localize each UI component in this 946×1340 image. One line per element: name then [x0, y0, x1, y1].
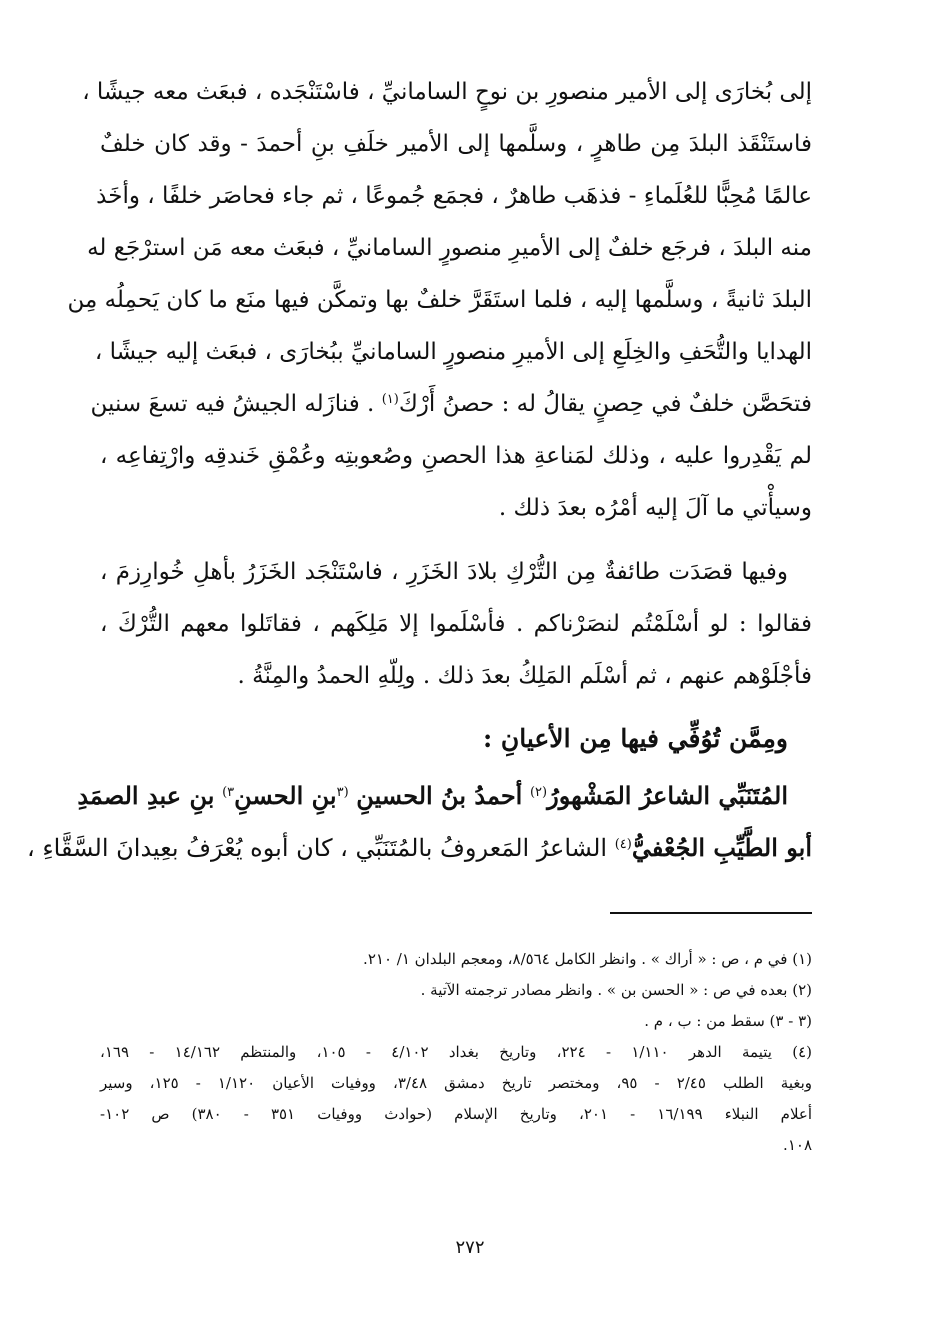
text-line: فأجْلَوْهم عنهم ، ثم أسْلَم المَلِكُ بعدَ ذلك . ولِلّهِ الحمدُ والمِنَّةُ . [237, 663, 812, 689]
text-line-with-footnote [90, 378, 812, 430]
page-number: ٢٧٢ [455, 1237, 485, 1258]
biography-line-2 [27, 822, 812, 874]
text-segment: فتحَصَّن خلفٌ في حِصنٍ يقالُ له : حصنُ أَرْكَ [398, 391, 812, 417]
paragraph-1 [67, 66, 812, 534]
footnote-ref-2: (٢) [529, 785, 548, 800]
biography-line-1 [77, 770, 812, 822]
footnote-4-line: (٤) يتيمة الدهر ١/١١٠ - ٢٢٤، وتاريخ بغداد ٤/١٠٢ - ١٠٥، والمنتظم ١٤/١٦٢ - ١٦٩، [100, 1043, 812, 1061]
text-line: البلدَ ثانيةً ، وسلَّمها إليه ، فلما استَقَرَّ خلفٌ بها وتمكَّن فيها منَع ما كان يَحمِلُه مِن [67, 287, 812, 313]
text-segment: . فنازَله الجيشُ فيه تسعَ سنين [90, 391, 375, 417]
biography-name: أحمدُ بنُ الحسينِ [356, 781, 523, 810]
text-line: لم يَقْدِروا عليه ، وذلك لمَناعةِ هذا الحصنِ وصُعوبتِه وعُمْقِ خَندقِه وارْتِفاعِه ، [100, 443, 812, 469]
text-line: إلى بُخارَى إلى الأمير منصورِ بن نوحٍ السامانيِّ ، فاسْتَنْجَده ، فبعَث معه جيشًا ، [82, 79, 812, 105]
text-line: فاستَنْقَذ البلدَ مِن طاهرٍ ، وسلَّمها إلى الأمير خلَفِ بنِ أحمدَ - وقد كان خلفٌ [100, 131, 812, 157]
text-line: فقالوا : لو أسْلَمْتُم لنصَرْناكم . فأسْلَموا إلا مَلِكَهم ، فقاتَلوا معهم التُّرْكَ ، [100, 611, 812, 637]
footnotes [100, 944, 812, 1161]
footnote-2: (٢) بعده في ص : « الحسن بن » . وانظر مصادر ترجمته الآتية . [420, 981, 812, 999]
footnote-separator [610, 912, 812, 914]
footnote-ref-4: (٤) [614, 837, 632, 852]
footnote-4-line: ١٠٨. [783, 1136, 812, 1154]
biography-name: المُتَنَبِّي الشاعرُ المَشْهورُ [547, 781, 788, 810]
text-segment: الشاعرُ المَعروفُ بالمُتَنَبِّي ، كان أبوه يُعْرَفُ بعِيدانَ السَّقَّاءِ ، [27, 834, 608, 862]
text-line: منه البلدَ ، فرجَع خلفٌ إلى الأميرِ منصورٍ السامانيِّ ، فبعَث معه مَن استرْجَع له [87, 235, 812, 261]
footnote-ref-3-close: ٣) [222, 785, 235, 800]
paragraph-2 [100, 546, 812, 702]
biography-kunya: أبو الطَّيِّبِ الجُعْفيُّ [631, 833, 812, 862]
footnote-3: (٣ - ٣) سقط من : ب ، م . [644, 1012, 812, 1030]
footnote-4-line: وبغية الطلب ٢/٤٥ - ٩٥، ومختصر تاريخ دمشق ٣/٤٨، ووفيات الأعيان ١/١٢٠ - ١٢٥، وسير [100, 1074, 812, 1092]
footnote-ref-3-open: (٣ [336, 785, 349, 800]
biography-entry [27, 770, 812, 874]
text-line: عالمًا مُحِبًّا للعُلَماءِ - فذهَب طاهرٌ ، فجمَع جُموعًا ، ثم جاء فحاصَر خلفًا ، وأخَذ [96, 183, 812, 209]
section-heading: ومِمَّن تُوُفِّي فيها مِن الأعيانِ : [482, 724, 788, 753]
footnote-1: (١) في م ، ص : « أراك » . وانظر الكامل ٨/٥٦٤، ومعجم البلدان ١/ ٢١٠. [363, 950, 812, 968]
biography-name: بنِ عبدِ الصمَدِ [77, 781, 215, 810]
footnote-ref-1: (١) [381, 392, 399, 407]
text-line: الهدايا والتُّحَفِ والخِلَعِ إلى الأميرِ منصورٍ السامانيِّ ببُخارَى ، فبعَث إليه جيشًا ، [94, 339, 812, 365]
footnote-4-line: أعلام النبلاء ١٦/١٩٩ - ٢٠١، وتاريخ الإسلام (حوادث ووفيات ٣٥١ - ٣٨٠) ص ١٠٢- [100, 1105, 813, 1123]
biography-name: بنِ الحسنِ [234, 781, 337, 810]
text-line: وسيأْتي ما آلَ إليه أمْرُه بعدَ ذلك . [498, 495, 812, 521]
text-line: وفيها قصَدَت طائفةٌ مِن التُّرْكِ بلادَ الخَزَرِ ، فاسْتَنْجَد الخَزَرُ بأهلِ خُوارِزمَ ، [100, 559, 788, 585]
